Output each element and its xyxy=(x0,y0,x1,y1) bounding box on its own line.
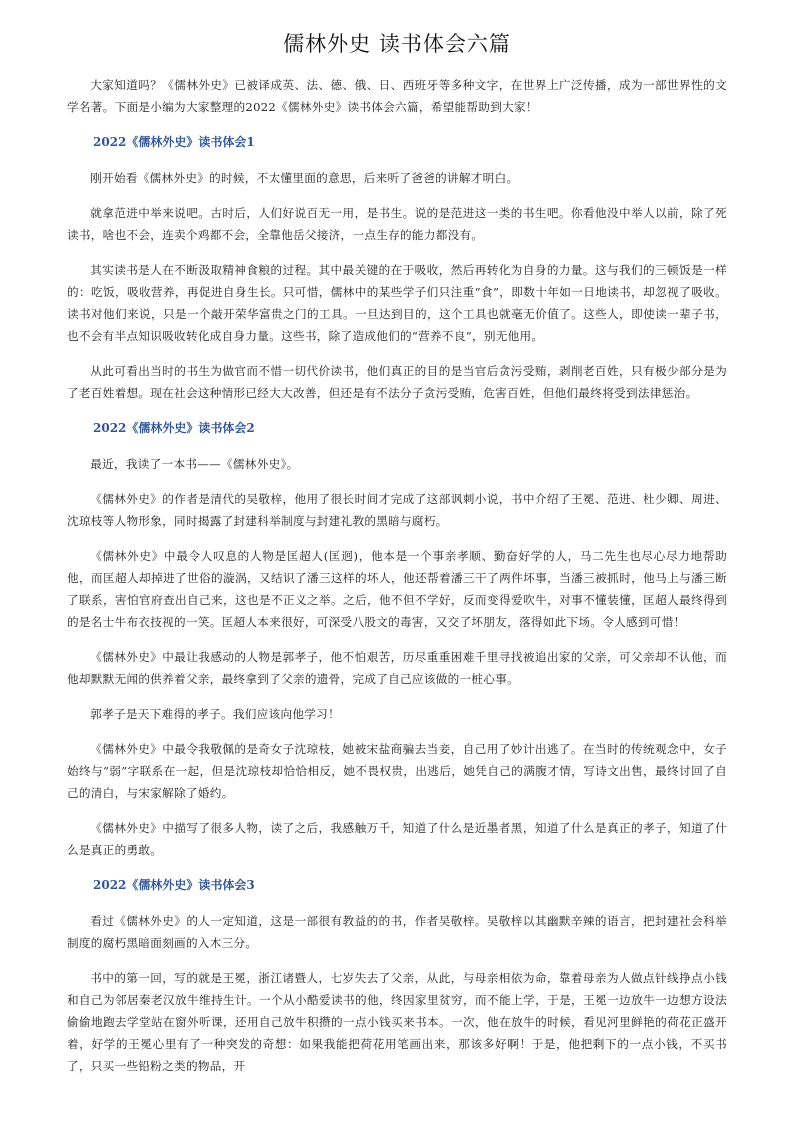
paragraph: 《儒林外史》中最让我感动的人物是郭孝子，他不怕艰苦，历尽重重困难千里寻找被追出家的父亲，可父亲却不认他，而他却默默无闻的供养着父亲，最终拿到了父亲的遗骨，完成了自己应该做的一桩心事。 xyxy=(67,650,727,686)
paragraph: 就拿范进中举来说吧。古时后，人们好说百无一用，是书生。说的是范进这一类的书生吧。你看他没中举人以前，除了死读书，啥也不会，连卖个鸡都不会，全靠他岳父接济，一点生存的能力都没有。 xyxy=(67,206,727,242)
paragraph: 郭孝子是天下难得的孝子。我们应该向他学习！ xyxy=(90,707,340,721)
paragraph: 最近，我读了一本书——《儒林外史》。 xyxy=(90,457,299,471)
paragraph: 《儒林外史》中最令我敬佩的是奇女子沈琼枝，她被宋盐商骗去当妾，自己用了妙计出逃了。在当时的传统观念中，女子始终与“弱”字联系在一起，但是沈琼枝却恰恰相反，她不畏权贵，出逃后，她凭自己的满腹才情，写诗文出售，最终讨回了自己的清白，与宋家解除了婚约。 xyxy=(67,742,727,800)
section-heading: 2022《儒林外史》读书体会2 xyxy=(93,421,255,435)
paragraph: 《儒林外史》中描写了很多人物，读了之后，我感触万千，知道了什么是近墨者黑，知道了什么是真正的孝子，知道了什么是真正的勇敢。 xyxy=(67,821,727,857)
section-heading: 2022《儒林外史》读书体会1 xyxy=(93,135,255,149)
paragraph: 《儒林外史》的作者是清代的吴敬梓，他用了很长时间才完成了这部讽刺小说，书中介绍了王冕、范进、杜少卿、周进、沈琼枝等人物形象，同时揭露了封建科举制度与封建礼教的黑暗与腐朽。 xyxy=(67,492,727,528)
paragraph: 书中的第一回，写的就是王冕，浙江诸暨人，七岁失去了父亲，从此，与母亲相依为命，靠着母亲为人做点针线挣点小钱和自己为邻居秦老汉放牛维持生计。一个从小酷爱读书的他，终因家里贫穷，而不能上学，于是，王冕一边放牛一边想方设法偷偷地跑去学堂站在窗外听课，还用自己放牛积攒的一点小钱买来书本。一次，他在放牛的时候，看见河里鲜艳的荷花正盛开着，好学的王冕心里有了一种突发的奇想：如果我能把荷花用笔画出来，那该多好啊！于是，他把剩下的一点小钱，不买书了，只买一些铅粉之类的物品，开 xyxy=(67,971,727,1073)
paragraph: 刚开始看《儒林外史》的时候，不太懂里面的意思，后来听了爸爸的讲解才明白。 xyxy=(90,171,519,185)
intro-paragraph: 大家知道吗？《儒林外史》已被译成英、法、德、俄、日、西班牙等多种文字，在世界上广泛传播，成为一部世界性的文学名著。下面是小编为大家整理的2022《儒林外史》读书体会六篇，希望能帮助到大家！ xyxy=(67,78,727,114)
document-body xyxy=(67,74,727,1090)
page-title: 儒林外史 读书体会六篇 xyxy=(283,32,511,56)
paragraph: 其实读书是人在不断汲取精神食粮的过程。其中最关键的在于吸收，然后再转化为自身的力量。这与我们的三顿饭是一样的：吃饭，吸收营养，再促进自身生长。只可惜，儒林中的某些学子们只注重“食”，即数十年如一日地读书，却忽视了吸收。读书对他们来说，只是一个敲开荣华富贵之门的工具。一旦达到目的，这个工具也就毫无价值了。这些人，即使读一辈子书，也不会有半点知识吸收转化成自身力量。这些书，除了造成他们的“营养不良”，别无他用。 xyxy=(67,263,727,343)
paragraph: 看过《儒林外史》的人一定知道，这是一部很有教益的的书，作者吴敬梓。吴敬梓以其幽默辛辣的语言，把封建社会科举制度的腐朽黑暗面刻画的入木三分。 xyxy=(67,914,727,950)
paragraph: 《儒林外史》中最令人叹息的人物是匡超人(匡迥)，他本是一个事亲孝顺、勤奋好学的人，马二先生也尽心尽力地帮助他，而匡超人却掉进了世俗的漩涡，又结识了潘三这样的坏人，他还帮着潘三干了两件坏事，当潘三被抓时，他马上与潘三断了联系，害怕官府查出自己来，这也是不正义之举。之后，他不但不学好，反而变得爱吹牛，对事不懂装懂，匡超人最终得到的是名士牛布衣技视的一笑。匡超人本来很好，可深受八股文的毒害，又交了坏朋友，落得如此下场。令人感到可惜！ xyxy=(67,549,727,629)
section-heading: 2022《儒林外史》读书体会3 xyxy=(93,878,255,892)
paragraph: 从此可看出当时的书生为做官而不惜一切代价读书，他们真正的目的是当官后贪污受贿，剥削老百姓，只有极少部分是为了老百姓着想。现在社会这种情形已经大大改善，但还是有不法分子贪污受贿，危害百姓，但他们最终将受到法律惩治。 xyxy=(67,364,727,400)
